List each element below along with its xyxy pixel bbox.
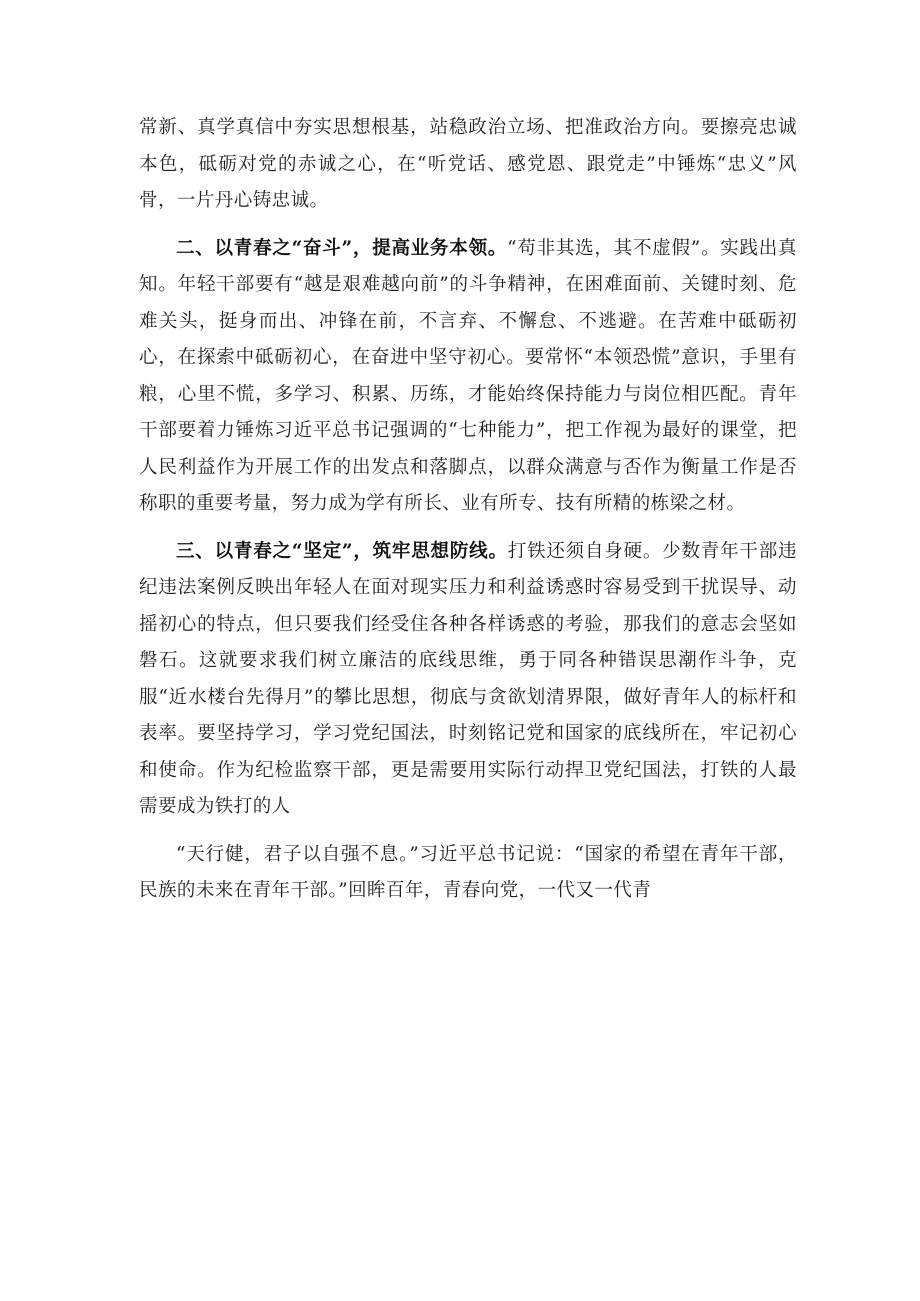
paragraph-continued [139, 110, 797, 220]
document-body [139, 110, 797, 910]
paragraph-text: “苟非其选，其不虚假”。实践出真知。年轻干部要有“越是艰难越向前”的斗争精神，在困难面前、关键时刻、危难关头，挺身而出、冲锋在前，不言弃、不懈怠、不逃避。在苦难中砥砺初心，在探索中砥砺初心，在奋进中坚守初心。要常怀“本领恐慌”意识，手里有粮，心里不慌，多学习、积累、历练，才能始终保持能力与岗位相匹配。青年干部要着力锤炼习近平总书记强调的“七种能力”，把工作视为最好的课堂，把人民利益作为开展工作的出发点和落脚点，以群众满意与否作为衡量工作是否称职的重要考量，努力成为学有所长、业有所专、技有所精的栋梁之材。 [139, 237, 797, 514]
section-heading: 二、以青春之“奋斗”，提高业务本领。 [176, 237, 508, 259]
paragraph-section-2 [139, 231, 797, 523]
section-heading: 三、以青春之“坚定”，筑牢思想防线。 [176, 540, 508, 562]
paragraph-closing [139, 837, 797, 910]
paragraph-text: “天行健，君子以自强不息。”习近平总书记说：“国家的希望在青年干部，民族的未来在青年干部。”回眸百年，青春向党，一代又一代青 [139, 843, 797, 901]
paragraph-section-3 [139, 534, 797, 826]
paragraph-text: 打铁还须自身硬。少数青年干部违纪违法案例反映出年轻人在面对现实压力和利益诱惑时容易受到干扰误导、动摇初心的特点，但只要我们经受住各种各样诱惑的考验，那我们的意志会坚如磐石。这就要求我们树立廉洁的底线思维，勇于同各种错误思潮作斗争，克服“近水楼台先得月”的攀比思想，彻底与贪欲划清界限，做好青年人的标杆和表率。要坚持学习，学习党纪国法，时刻铭记党和国家的底线所在，牢记初心和使命。作为纪检监察干部，更是需要用实际行动捍卫党纪国法，打铁的人最需要成为铁打的人 [139, 540, 797, 817]
paragraph-text: 常新、真学真信中夯实思想根基，站稳政治立场、把准政治方向。要擦亮忠诚本色，砥砺对党的赤诚之心，在“听党话、感党恩、跟党走”中锤炼“忠义”风骨，一片丹心铸忠诚。 [139, 117, 797, 211]
